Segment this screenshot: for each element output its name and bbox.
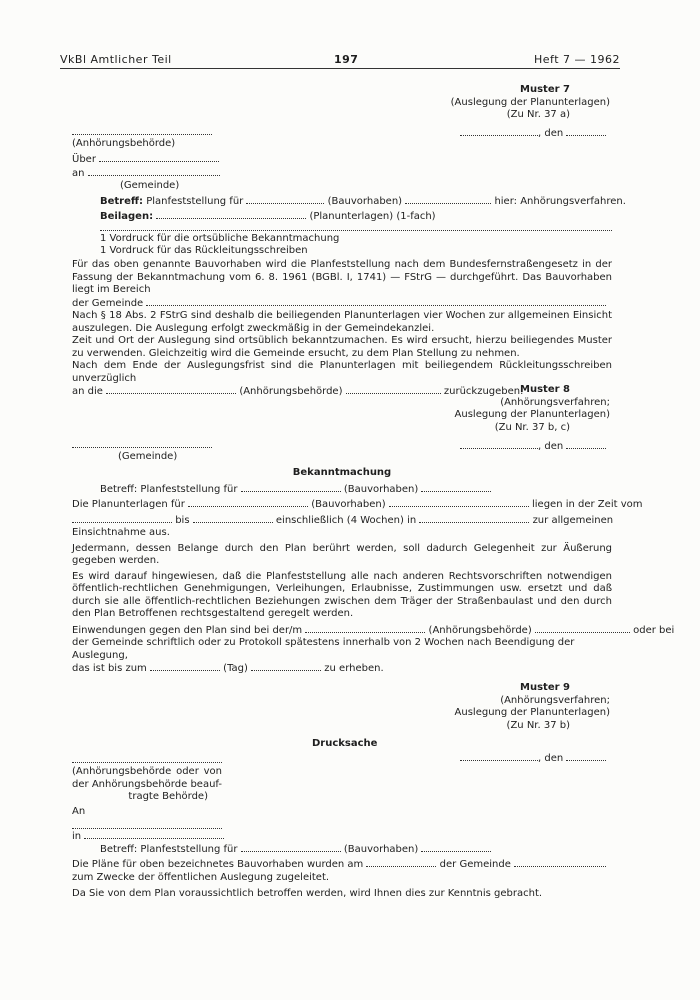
header-right: Heft 7 — 1962 [533, 53, 620, 66]
muster7-authority: (Anhörungsbehörde) [72, 138, 176, 149]
muster7-beilagen-rule [100, 230, 612, 231]
muster9-drucksache: Drucksache [312, 738, 378, 749]
muster7-para1-end: der Gemeinde [72, 297, 612, 311]
muster7-para1: Für das oben genannte Bauvorhaben wird die Planfeststellung nach dem Bundesfernstraßengesetz in der Fassung der Bekanntmachung vom 6. 8. 1961 (BGBl. I, 1741) — FStrG — durchgeführt. Das Bauvorhaben liegt im Bereich [72, 259, 612, 295]
muster7-title: Muster 7 [520, 84, 570, 95]
muster8-gemeinde-line [72, 447, 212, 448]
muster7-gemeinde: (Gemeinde) [120, 180, 180, 191]
muster8-sub1: (Anhörungsverfahren; [500, 396, 610, 408]
muster9-block [420, 682, 610, 732]
running-header [60, 54, 620, 68]
muster8-block [420, 384, 610, 434]
muster8-den: , den [538, 441, 564, 452]
muster8-line2: bis einschließlich (4 Wochen) in zur allgemeinen [72, 514, 612, 528]
muster7-ueber: Über [72, 153, 219, 167]
muster7-para3: Zeit und Ort der Auslegung sind ortsüblich bekanntzumachen. Es wird ersucht, hierzu beiliegendes Muster zu verwenden. Gleichzeitig wird die Gemeinde ersucht, zu dem Plan Stellung zu nehmen. [72, 335, 612, 359]
header-rule [60, 68, 620, 69]
muster7-para4: Nach dem Ende der Auslegungsfrist sind die Planunterlagen mit beiliegendem Rückleitungsschreiben unverzüglich [72, 360, 612, 384]
muster7-betreff: Betreff: Planfeststellung für (Bauvorhaben) hier: Anhörungsverfahren. [100, 196, 626, 207]
muster9-an: An [72, 806, 86, 817]
muster8-date-line [460, 440, 610, 454]
muster9-den: , den [538, 753, 564, 764]
page-number: 197 [334, 53, 359, 66]
muster8-para-b: Es wird darauf hingewiesen, daß die Planfeststellung alle nach anderen Rechtsvorschriften notwendigen öffentlich-rechtlichen Genehmigungen, Verleihungen, Erlaubnisse, Zustimmungen usw. ersetzt und daß durch sie alle öffentlich-rechtlichen Beziehungen zwischen dem Träger der Straßenbaulast und den durch den Plan Betroffenen rechtsgestaltend geregelt werden. [72, 570, 612, 619]
muster9-date-line [460, 752, 610, 766]
muster7-authority-line [72, 134, 212, 135]
muster8-body [72, 498, 675, 676]
muster9-body [72, 858, 612, 901]
muster7-para4-end: an die (Anhörungsbehörde) zurückzugeben. [72, 386, 524, 397]
muster9-sub2: Auslegung der Planunterlagen) [454, 707, 610, 718]
muster9-plaene-1: Die Pläne für oben bezeichnetes Bauvorhaben wurden am der Gemeinde [72, 858, 612, 872]
muster9-sub1: (Anhörungsverfahren; [500, 694, 610, 706]
muster9-schluss: Da Sie von dem Plan voraussichtlich betroffen werden, wird Ihnen dies zur Kenntnis gebracht. [72, 888, 543, 899]
muster7-sub1: (Auslegung der Planunterlagen) [450, 96, 610, 108]
header-left: VkBl Amtlicher Teil [60, 53, 172, 66]
muster9-title: Muster 9 [520, 682, 570, 693]
muster7-an: an [72, 167, 220, 181]
muster9-betreff: Betreff: Planfeststellung für (Bauvorhaben) [100, 843, 491, 857]
muster8-title: Muster 8 [520, 384, 570, 395]
muster8-einw-3: das ist bis zum (Tag) zu erheben. [72, 663, 384, 674]
muster8-line1: Die Planunterlagen für (Bauvorhaben) liegen in der Zeit vom [72, 499, 643, 510]
muster9-authority-line [72, 762, 222, 763]
muster8-sub3: (Zu Nr. 37 b, c) [494, 421, 570, 433]
muster8-sub2: Auslegung der Planunterlagen) [454, 409, 610, 420]
muster7-vordruck2: 1 Vordruck für das Rückleitungsschreiben [100, 245, 308, 256]
muster9-sub3: (Zu Nr. 37 b) [506, 719, 570, 731]
muster7-den: , den [538, 128, 564, 139]
muster8-line3: Einsichtnahme aus. [72, 527, 170, 538]
muster8-einw-1: Einwendungen gegen den Plan sind bei der/m (Anhörungsbehörde) oder bei [72, 624, 675, 636]
muster7-date-line [460, 127, 610, 141]
muster7-sub2: (Zu Nr. 37 a) [506, 109, 570, 120]
muster8-einw-2: der Gemeinde schriftlich oder zu Protokoll spätestens innerhalb von 2 Wochen nach Beendigung der Auslegung, [72, 637, 575, 661]
muster8-heading: Bekanntmachung [292, 467, 392, 478]
muster8-betreff: Betreff: Planfeststellung für (Bauvorhaben) [100, 483, 491, 497]
muster7-block [420, 84, 610, 122]
muster8-para-a: Jedermann, dessen Belange durch den Plan berührt werden, soll dadurch Gelegenheit zur Äußerung gegeben werden. [72, 542, 612, 566]
muster9-in: in [72, 830, 224, 844]
muster8-gemeinde: (Gemeinde) [118, 451, 178, 462]
muster9-plaene-2: zum Zwecke der öffentlichen Auslegung zugeleitet. [72, 871, 330, 883]
muster9-an-line [72, 828, 222, 829]
muster7-para2: Nach § 18 Abs. 2 FStrG sind deshalb die beiliegenden Planunterlagen vier Wochen zur allgemeinen Einsicht auszulegen. Die Auslegung erfolgt zweckmäßig in der Gemeindekanzlei. [72, 310, 612, 334]
muster7-vordruck1: 1 Vordruck für die ortsübliche Bekanntmachung [100, 233, 340, 244]
muster9-authority: (Anhörungsbehörde oder von der Anhörungsbehörde beauf- tragte Behörde) [72, 766, 222, 802]
muster7-beilagen: Beilagen: (Planunterlagen) (1-fach) [100, 211, 436, 222]
muster7-body [72, 259, 612, 399]
